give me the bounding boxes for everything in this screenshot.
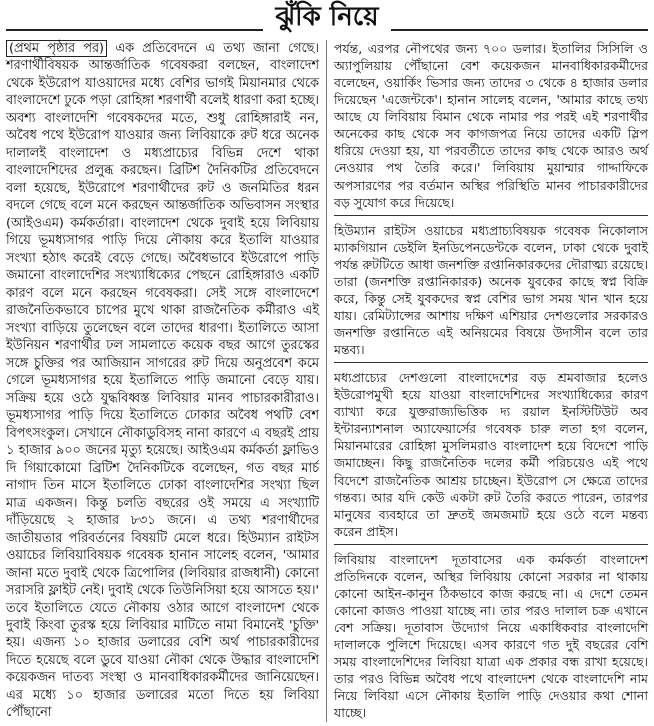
paragraph-separator [334,544,648,545]
article-column-left [6,40,319,722]
right-column-paragraph-4: লিবিয়ায় বাংলাদেশ দূতাবাসের এক কর্মকর্তা বাংলাদেশ প্রতিদিনকে বলেন, অস্থির লিবিয়ায় কোনো সরকার না থাকায় কোনো আইন-কানুন ঠিকভাবে কাজ করছে না। এ দেশে তেমন কোনো কাজও পাওয়া যাচ্ছে না। তার পরও দালাল চক্র এখানে বেশ সক্রিয়। দূতাবাস উদ্যোগ নিয়ে একাধিকবার বাংলাদেশি দালালকে পুলিশে দিয়েছে। এসব কারণে গত দুই বছরের বেশি সময় বাংলাদেশিদের লিবিয়া যাত্রা এক প্রকার বন্ধ রাখা হয়েছে। তার পরও বিভিন্ন অবৈধ পথে বাংলাদেশ থেকে বাংলাদেশি নাম নিয়ে লিবিয়া এসে নৌকায় ইতালি পাড়ি দেওয়ার কথা শোনা যাচ্ছে। [334,551,648,721]
headline-text: ঝুঁকি নিয়ে [263,2,390,32]
continued-from-front-page-label: (প্রথম পৃষ্ঠার পর) [6,40,107,57]
left-column-text: এক প্রতিবেদনে এ তথ্য জানা গেছে। শরণার্থীবিষয়ক আন্তর্জাতিক গবেষকরা বলছেন, বাংলাদেশ থেকে ইউরোপ যাওয়াদের মধ্যে বেশির ভাগই মিয়ানমার থেকে বাংলাদেশে ঢুকে পড়া রোহিঙ্গা শরণার্থী বলেই ধারণা করা হচ্ছে। অবশ্য বাংলাদেশি গবেষকদের মতে, শুধু রোহিঙ্গারাই নন, অবৈধ পথে ইউরোপ যাওয়ার জন্য লিবিয়াকে রুট ধরে অনেক দালালই বাংলাদেশ ও মধ্যপ্রাচ্যের বিভিন্ন দেশে থাকা বাংলাদেশিদের প্রলুব্ধ করছেন। ব্রিটিশ দৈনিকটির প্রতিবেদনে বলা হয়েছে, ইউরোপে শরণার্থীদের রুট ও জনমিতির ধরন বদলে গেছে বলে মনে করছেন আন্তর্জাতিক অভিবাসন সংস্থার (আইওএম) কর্মকর্তারা। বাংলাদেশ থেকে দুবাই হয়ে লিবিয়ায় গিয়ে ভূমধ্যসাগর পাড়ি দিয়ে নৌকায় করে ইতালি যাওয়ার সংখ্যা হঠাৎ করেই বেড়ে গেছে। অবৈধভাবে ইউরোপে পাড়ি জমানো বাংলাদেশির সংখ্যাধিক্যের পেছনে রোহিঙ্গারাও একটি কারণ বলে মনে করছেন গবেষকরা। সেই সঙ্গে বাংলাদেশে রাজনৈতিকভাবে চাপের মুখে থাকা রাজনৈতিক কর্মীরাও এই সংখ্যা বাড়িয়ে তুলেছেন বলে তাদের ধারণা। ইতালিতে আসা ইউনিয়ন শরণার্থীর ঢল সামলাতে কয়েক বছর আগে তুরস্কের সঙ্গে চুক্তির পর আজিয়ান সাগরের রুট দিয়ে অনুপ্রবেশ কমে গেলে ভূমধ্যসাগর হয়ে ইতালিতে পাড়ি জমানো বেড়ে যায়। সক্রিয় হয়ে ওঠে যুদ্ধবিধ্বস্ত লিবিয়ার মানব পাচারকারীরাও। ভূমধ্যসাগর পাড়ি দিয়ে ইতালিতে ঢোকার অবৈধ পথটি বেশ বিপৎসংকুল। সেখানে নৌকাডুবিসহ নানা কারণে এ বছরই প্রায় ১ হাজার ৯০০ জনের মৃত্যু হয়েছে। আইওএম কর্মকর্তা ফ্লাভিও দি গিয়াকোমো ব্রিটিশ দৈনিকটিকে বলেছেন, গত বছর মার্চ নাগাদ তিন মাসে ইতালিতে ঢোকা বাংলাদেশির সংখ্যা ছিল মাত্র একজন। কিন্তু চলতি বছরের ওই সময়ে এ সংখ্যাটি দাঁড়িয়েছে ২ হাজার ৮৩১ জনে। এ তথ্য শরণার্থীদের জাতীয়তার পরিবর্তনের বিষয়টি মেলে ধরে। হিউম্যান রাইটস ওয়াচের লিবিয়াবিষয়ক গবেষক হানান সালেহ বলেন, 'আমার জানা মতে দুবাই থেকে ত্রিপোলির (লিবিয়ার রাজধানী) কোনো সরাসরি ফ্লাইট নেই। দুবাই থেকে তিউনিসিয়া হয়ে আসতে হয়।' তবে ইতালিতে যেতে নৌকায় ওঠার আগে বাংলাদেশ থেকে দুবাই কিংবা তুরস্ক হয়ে লিবিয়ার মাটিতে নামা বিমানেই 'চুক্তি' হয়। এজন্য ১০ হাজার ডলারের বেশি অর্থ পাচারকারীদের দিতে হয়েছে বলে ডুবে যাওয়া নৌকা থেকে উদ্ধার বাংলাদেশি কয়েকজন দাতব্য সংস্থা ও মানবাধিকারকর্মীদের জানিয়েছেন। এর মধ্যে ১০ হাজার ডলারের মতো দিতে হয় লিবিয়া পৌঁছানো [6,41,319,721]
right-column-paragraph-1: পর্যন্ত, এরপর নৌপথের জন্য ৭০০ ডলার। ইতালির সিসিলি ও অ্যাপুলিয়ায় পৌঁছানো বেশ কয়েকজন মানবাধিকারকর্মীদের বলেছেন, ওয়ার্কিং ভিসার জন্য তাদের ৩ থেকে ৪ হাজার ডলার দিয়েছেন 'এজেন্টকে'। হানান সালেহ বলেন, 'আমার কাছে তথ্য আছে যে লিবিয়ায় বিমান থেকে নামার পর পরই এই শরণার্থীর অনেকের কাছ থেকে সব কাগজপত্র নিয়ে তাদের একটি স্লিপ ধরিয়ে দেওয়া হয়, যা পরবর্তীতে তাদের কাছ থেকে আরও অর্থ নেওয়ার পথ তৈরি করে।' লিবিয়ায় মুয়াম্মার গাদ্দাফিকে অপসারণের পর বর্তমান অস্থির পরিস্থিতি মানব পাচারকারীদের বড় সুযোগ করে দিয়েছে। [334,41,648,210]
article-column-right [334,40,648,721]
right-column-paragraph-3: মধ্যপ্রাচ্যের দেশগুলো বাংলাদেশের বড় শ্রমবাজার হলেও ইউরোপমুখী হয়ে যাওয়া বাংলাদেশিদের সংখ্যাধিক্যের কারণ ব্যাখ্যা করে যুক্তরাজ্যভিত্তিক দ্য রয়াল ইনস্টিটিউট অব ইন্টারন্যাশনাল অ্যাফেয়ার্সের গবেষক চারু লতা হগ বলেন, মিয়ানমারের রোহিঙ্গা মুসলিমরাও বাংলাদেশ হয়ে বিদেশে পাড়ি জমাচ্ছেন। কিছু রাজনৈতিক দলের কর্মী পরিচয়েও এই পথে বিদেশে রাজনৈতিক আশ্রয় চাচ্ছেন। ইউরোপ সে ক্ষেত্রে তাদের গন্তব্য। আর যদি কেউ একটা রুট তৈরি করতে পারেন, তারপর মানুষের ব্যবহারে তা দ্রুতই জমজমাট হয়ে ওঠে বলে মন্তব্য করেন প্রাইস। [334,370,648,539]
paragraph-separator [334,215,648,216]
right-column-paragraph-2: হিউম্যান রাইটস ওয়াচের মধ্যপ্রাচ্যবিষয়ক গবেষক নিকোলাস ম্যাকগিয়ান ডেইলি ইনডিপেনডেন্টকে বলেন, ঢাকা থেকে দুবাই পর্যন্ত রুটটিতে আধা জনশক্তি রপ্তানিকারকদের দৌরাত্ম্য রয়েছে। তারা (জনশক্তি রপ্তানিকারক) অনেক যুবকের কাছে স্বপ্ন বিক্রি করে, কিন্তু সেই যুবকদের স্বপ্ন বেশির ভাগ সময় খান খান হয়ে যায়। রেমিট্যান্সের আশায় দক্ষিণ এশিয়ার দেশগুলোর সরকারও জনশক্তি রপ্তানিতে এই অনিয়মের বিষয়ে উদাসীন বলে তার মন্তব্য। [334,222,648,358]
paragraph-separator [334,362,648,363]
left-column-paragraph [6,40,319,722]
headline [0,2,654,32]
column-divider [326,40,327,722]
